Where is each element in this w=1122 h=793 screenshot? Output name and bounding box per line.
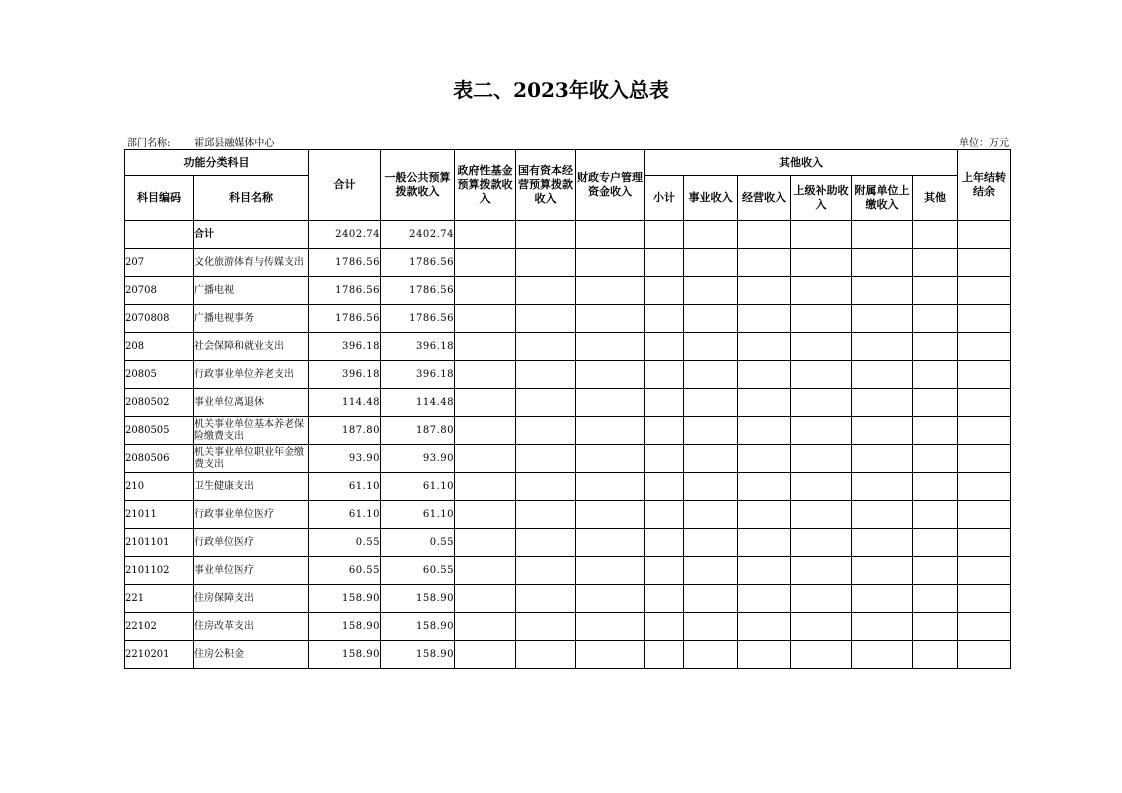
cell-empty xyxy=(516,417,576,445)
cell-empty xyxy=(576,529,645,557)
cell-empty xyxy=(455,501,516,529)
cell-empty xyxy=(645,473,684,501)
cell-name: 行政事业单位医疗 xyxy=(194,501,309,529)
cell-empty xyxy=(455,557,516,585)
cell-empty xyxy=(576,249,645,277)
cell-empty xyxy=(738,501,791,529)
cell-general-budget: 93.90 xyxy=(381,445,455,473)
department-info xyxy=(127,134,274,149)
cell-code: 2080506 xyxy=(125,445,194,473)
table-row xyxy=(125,529,1011,557)
cell-general-budget: 2402.74 xyxy=(381,221,455,249)
cell-empty xyxy=(791,585,852,613)
cell-empty xyxy=(791,501,852,529)
cell-empty xyxy=(455,389,516,417)
cell-empty xyxy=(684,333,738,361)
cell-name: 机关事业单位职业年金缴费支出 xyxy=(194,445,309,473)
cell-code: 2070808 xyxy=(125,305,194,333)
cell-empty xyxy=(576,417,645,445)
cell-code: 210 xyxy=(125,473,194,501)
cell-code: 208 xyxy=(125,333,194,361)
cell-name: 事业单位医疗 xyxy=(194,557,309,585)
cell-name: 住房公积金 xyxy=(194,641,309,669)
cell-empty xyxy=(852,557,913,585)
cell-general-budget: 1786.56 xyxy=(381,249,455,277)
cell-empty xyxy=(958,529,1011,557)
cell-empty xyxy=(791,529,852,557)
cell-empty xyxy=(913,473,958,501)
cell-empty xyxy=(738,305,791,333)
cell-empty xyxy=(516,501,576,529)
table-row xyxy=(125,333,1011,361)
cell-empty xyxy=(684,501,738,529)
cell-empty xyxy=(645,613,684,641)
cell-empty xyxy=(516,333,576,361)
cell-empty xyxy=(645,501,684,529)
cell-general-budget: 61.10 xyxy=(381,473,455,501)
cell-total: 114.48 xyxy=(309,389,381,417)
cell-empty xyxy=(576,445,645,473)
cell-empty xyxy=(852,277,913,305)
cell-empty xyxy=(738,585,791,613)
cell-general-budget: 396.18 xyxy=(381,361,455,389)
cell-empty xyxy=(645,529,684,557)
cell-empty xyxy=(913,417,958,445)
cell-empty xyxy=(958,361,1011,389)
table-row xyxy=(125,249,1011,277)
cell-empty xyxy=(516,557,576,585)
cell-empty xyxy=(852,417,913,445)
cell-empty xyxy=(645,305,684,333)
cell-empty xyxy=(738,221,791,249)
cell-empty xyxy=(455,473,516,501)
cell-empty xyxy=(852,473,913,501)
cell-empty xyxy=(913,361,958,389)
header-subtotal: 小计 xyxy=(645,176,684,221)
cell-empty xyxy=(684,389,738,417)
cell-empty xyxy=(455,613,516,641)
header-fiscal-special: 财政专户管理资金收入 xyxy=(576,150,645,221)
cell-total: 396.18 xyxy=(309,333,381,361)
cell-empty xyxy=(516,389,576,417)
cell-empty xyxy=(516,361,576,389)
cell-empty xyxy=(958,613,1011,641)
cell-empty xyxy=(576,501,645,529)
cell-empty xyxy=(645,585,684,613)
cell-name: 广播电视事务 xyxy=(194,305,309,333)
cell-empty xyxy=(455,277,516,305)
cell-empty xyxy=(913,221,958,249)
cell-empty xyxy=(645,361,684,389)
header-category-group: 功能分类科目 xyxy=(125,150,309,176)
cell-total: 1786.56 xyxy=(309,277,381,305)
cell-empty xyxy=(576,613,645,641)
cell-empty xyxy=(645,445,684,473)
header-superior-subsidy: 上级补助收入 xyxy=(791,176,852,221)
cell-empty xyxy=(791,389,852,417)
header-name: 科目名称 xyxy=(194,176,309,221)
cell-empty xyxy=(455,305,516,333)
cell-general-budget: 187.80 xyxy=(381,417,455,445)
cell-empty xyxy=(913,249,958,277)
cell-empty xyxy=(913,501,958,529)
cell-empty xyxy=(913,641,958,669)
cell-empty xyxy=(913,557,958,585)
cell-empty xyxy=(958,389,1011,417)
cell-empty xyxy=(455,445,516,473)
cell-empty xyxy=(852,501,913,529)
cell-empty xyxy=(684,585,738,613)
table-row xyxy=(125,473,1011,501)
table-body xyxy=(125,221,1011,669)
cell-empty xyxy=(738,417,791,445)
header-total: 合计 xyxy=(309,150,381,221)
cell-code: 20805 xyxy=(125,361,194,389)
cell-name: 卫生健康支出 xyxy=(194,473,309,501)
cell-name: 行政事业单位养老支出 xyxy=(194,361,309,389)
cell-empty xyxy=(684,613,738,641)
cell-total: 158.90 xyxy=(309,641,381,669)
cell-code: 2101102 xyxy=(125,557,194,585)
cell-empty xyxy=(576,389,645,417)
cell-general-budget: 0.55 xyxy=(381,529,455,557)
cell-empty xyxy=(738,473,791,501)
cell-empty xyxy=(913,445,958,473)
cell-empty xyxy=(516,613,576,641)
table-row xyxy=(125,389,1011,417)
cell-total: 93.90 xyxy=(309,445,381,473)
unit-label: 单位：万元 xyxy=(959,138,1009,149)
cell-general-budget: 1786.56 xyxy=(381,305,455,333)
cell-code: 20708 xyxy=(125,277,194,305)
cell-empty xyxy=(516,221,576,249)
cell-empty xyxy=(455,585,516,613)
cell-empty xyxy=(455,417,516,445)
cell-empty xyxy=(913,529,958,557)
cell-empty xyxy=(852,249,913,277)
cell-total: 2402.74 xyxy=(309,221,381,249)
header-state-capital: 国有资本经营预算拨款收入 xyxy=(516,150,576,221)
cell-general-budget: 114.48 xyxy=(381,389,455,417)
cell-empty xyxy=(913,613,958,641)
cell-empty xyxy=(791,557,852,585)
cell-empty xyxy=(516,249,576,277)
header-other-group: 其他收入 xyxy=(645,150,958,176)
cell-empty xyxy=(455,529,516,557)
cell-empty xyxy=(576,305,645,333)
cell-empty xyxy=(645,557,684,585)
cell-code: 2080502 xyxy=(125,389,194,417)
cell-empty xyxy=(852,389,913,417)
cell-empty xyxy=(738,613,791,641)
cell-empty xyxy=(791,305,852,333)
table-row xyxy=(125,613,1011,641)
cell-name: 事业单位离退休 xyxy=(194,389,309,417)
cell-empty xyxy=(791,613,852,641)
cell-empty xyxy=(913,277,958,305)
table-row xyxy=(125,221,1011,249)
cell-name: 社会保障和就业支出 xyxy=(194,333,309,361)
cell-empty xyxy=(913,389,958,417)
cell-general-budget: 1786.56 xyxy=(381,277,455,305)
cell-total: 61.10 xyxy=(309,501,381,529)
department-label: 部门名称: xyxy=(127,138,171,149)
cell-general-budget: 60.55 xyxy=(381,557,455,585)
cell-empty xyxy=(516,445,576,473)
cell-empty xyxy=(791,445,852,473)
cell-name: 住房改革支出 xyxy=(194,613,309,641)
cell-empty xyxy=(791,473,852,501)
header-operating-income: 经营收入 xyxy=(738,176,791,221)
cell-empty xyxy=(645,389,684,417)
cell-empty xyxy=(958,557,1011,585)
page-title: 表二、2023年收入总表 xyxy=(453,78,669,102)
cell-empty xyxy=(791,277,852,305)
cell-empty xyxy=(455,361,516,389)
cell-code: 221 xyxy=(125,585,194,613)
cell-empty xyxy=(852,361,913,389)
cell-empty xyxy=(852,445,913,473)
cell-name: 文化旅游体育与传媒支出 xyxy=(194,249,309,277)
cell-empty xyxy=(958,221,1011,249)
cell-empty xyxy=(455,333,516,361)
cell-code: 2210201 xyxy=(125,641,194,669)
cell-empty xyxy=(738,361,791,389)
table-row xyxy=(125,585,1011,613)
cell-empty xyxy=(684,529,738,557)
cell-empty xyxy=(958,333,1011,361)
cell-empty xyxy=(516,473,576,501)
cell-empty xyxy=(684,249,738,277)
cell-total: 187.80 xyxy=(309,417,381,445)
cell-code: 22102 xyxy=(125,613,194,641)
cell-total: 0.55 xyxy=(309,529,381,557)
cell-empty xyxy=(576,585,645,613)
cell-general-budget: 61.10 xyxy=(381,501,455,529)
cell-empty xyxy=(913,585,958,613)
cell-code xyxy=(125,221,194,249)
cell-empty xyxy=(958,501,1011,529)
cell-empty xyxy=(738,641,791,669)
department-name: 霍邱县融媒体中心 xyxy=(194,138,275,149)
cell-empty xyxy=(852,529,913,557)
cell-empty xyxy=(852,585,913,613)
cell-empty xyxy=(791,249,852,277)
cell-empty xyxy=(684,277,738,305)
cell-empty xyxy=(852,613,913,641)
header-other: 其他 xyxy=(913,176,958,221)
cell-total: 61.10 xyxy=(309,473,381,501)
cell-empty xyxy=(684,557,738,585)
cell-empty xyxy=(684,445,738,473)
header-code: 科目编码 xyxy=(125,176,194,221)
cell-empty xyxy=(516,585,576,613)
cell-general-budget: 158.90 xyxy=(381,641,455,669)
cell-general-budget: 158.90 xyxy=(381,585,455,613)
cell-total: 1786.56 xyxy=(309,305,381,333)
header-affiliated-income: 附属单位上缴收入 xyxy=(852,176,913,221)
cell-empty xyxy=(852,221,913,249)
cell-code: 2101101 xyxy=(125,529,194,557)
cell-empty xyxy=(576,277,645,305)
cell-empty xyxy=(852,641,913,669)
cell-empty xyxy=(684,221,738,249)
cell-empty xyxy=(791,221,852,249)
cell-total: 60.55 xyxy=(309,557,381,585)
cell-general-budget: 158.90 xyxy=(381,613,455,641)
cell-empty xyxy=(913,305,958,333)
cell-empty xyxy=(738,333,791,361)
income-summary-table xyxy=(124,149,1011,669)
cell-empty xyxy=(791,361,852,389)
cell-empty xyxy=(645,333,684,361)
cell-empty xyxy=(738,389,791,417)
cell-empty xyxy=(738,445,791,473)
cell-empty xyxy=(791,333,852,361)
cell-name: 广播电视 xyxy=(194,277,309,305)
cell-empty xyxy=(516,641,576,669)
cell-empty xyxy=(455,641,516,669)
cell-empty xyxy=(645,277,684,305)
table-row xyxy=(125,445,1011,473)
cell-empty xyxy=(738,249,791,277)
cell-empty xyxy=(852,333,913,361)
cell-empty xyxy=(516,305,576,333)
cell-empty xyxy=(913,333,958,361)
table-row xyxy=(125,557,1011,585)
cell-empty xyxy=(958,641,1011,669)
cell-empty xyxy=(645,417,684,445)
cell-empty xyxy=(958,473,1011,501)
cell-empty xyxy=(738,557,791,585)
cell-empty xyxy=(958,445,1011,473)
cell-empty xyxy=(576,641,645,669)
cell-empty xyxy=(684,417,738,445)
cell-empty xyxy=(791,417,852,445)
table-row xyxy=(125,305,1011,333)
cell-name: 住房保障支出 xyxy=(194,585,309,613)
cell-empty xyxy=(738,529,791,557)
cell-empty xyxy=(576,557,645,585)
cell-empty xyxy=(958,585,1011,613)
cell-empty xyxy=(684,641,738,669)
cell-empty xyxy=(645,221,684,249)
cell-empty xyxy=(645,249,684,277)
cell-name: 合计 xyxy=(194,221,309,249)
cell-empty xyxy=(958,305,1011,333)
cell-total: 396.18 xyxy=(309,361,381,389)
cell-empty xyxy=(576,333,645,361)
cell-empty xyxy=(791,641,852,669)
cell-empty xyxy=(576,473,645,501)
cell-empty xyxy=(958,277,1011,305)
header-carryover: 上年结转结余 xyxy=(958,150,1011,221)
cell-empty xyxy=(576,361,645,389)
table-row xyxy=(125,361,1011,389)
cell-total: 1786.56 xyxy=(309,249,381,277)
table-row xyxy=(125,417,1011,445)
table-row xyxy=(125,641,1011,669)
cell-empty xyxy=(958,417,1011,445)
cell-general-budget: 396.18 xyxy=(381,333,455,361)
cell-total: 158.90 xyxy=(309,585,381,613)
cell-empty xyxy=(958,249,1011,277)
table-row xyxy=(125,501,1011,529)
header-gov-fund: 政府性基金预算拨款收入 xyxy=(455,150,516,221)
header-general-budget: 一般公共预算拨款收入 xyxy=(381,150,455,221)
cell-name: 行政单位医疗 xyxy=(194,529,309,557)
cell-code: 207 xyxy=(125,249,194,277)
cell-code: 2080505 xyxy=(125,417,194,445)
cell-empty xyxy=(852,305,913,333)
header-business-income: 事业收入 xyxy=(684,176,738,221)
table-row xyxy=(125,277,1011,305)
cell-empty xyxy=(684,473,738,501)
cell-name: 机关事业单位基本养老保险缴费支出 xyxy=(194,417,309,445)
cell-empty xyxy=(738,277,791,305)
cell-code: 21011 xyxy=(125,501,194,529)
cell-total: 158.90 xyxy=(309,613,381,641)
cell-empty xyxy=(455,221,516,249)
cell-empty xyxy=(684,361,738,389)
cell-empty xyxy=(684,305,738,333)
cell-empty xyxy=(516,277,576,305)
cell-empty xyxy=(516,529,576,557)
cell-empty xyxy=(645,641,684,669)
cell-empty xyxy=(455,249,516,277)
cell-empty xyxy=(576,221,645,249)
